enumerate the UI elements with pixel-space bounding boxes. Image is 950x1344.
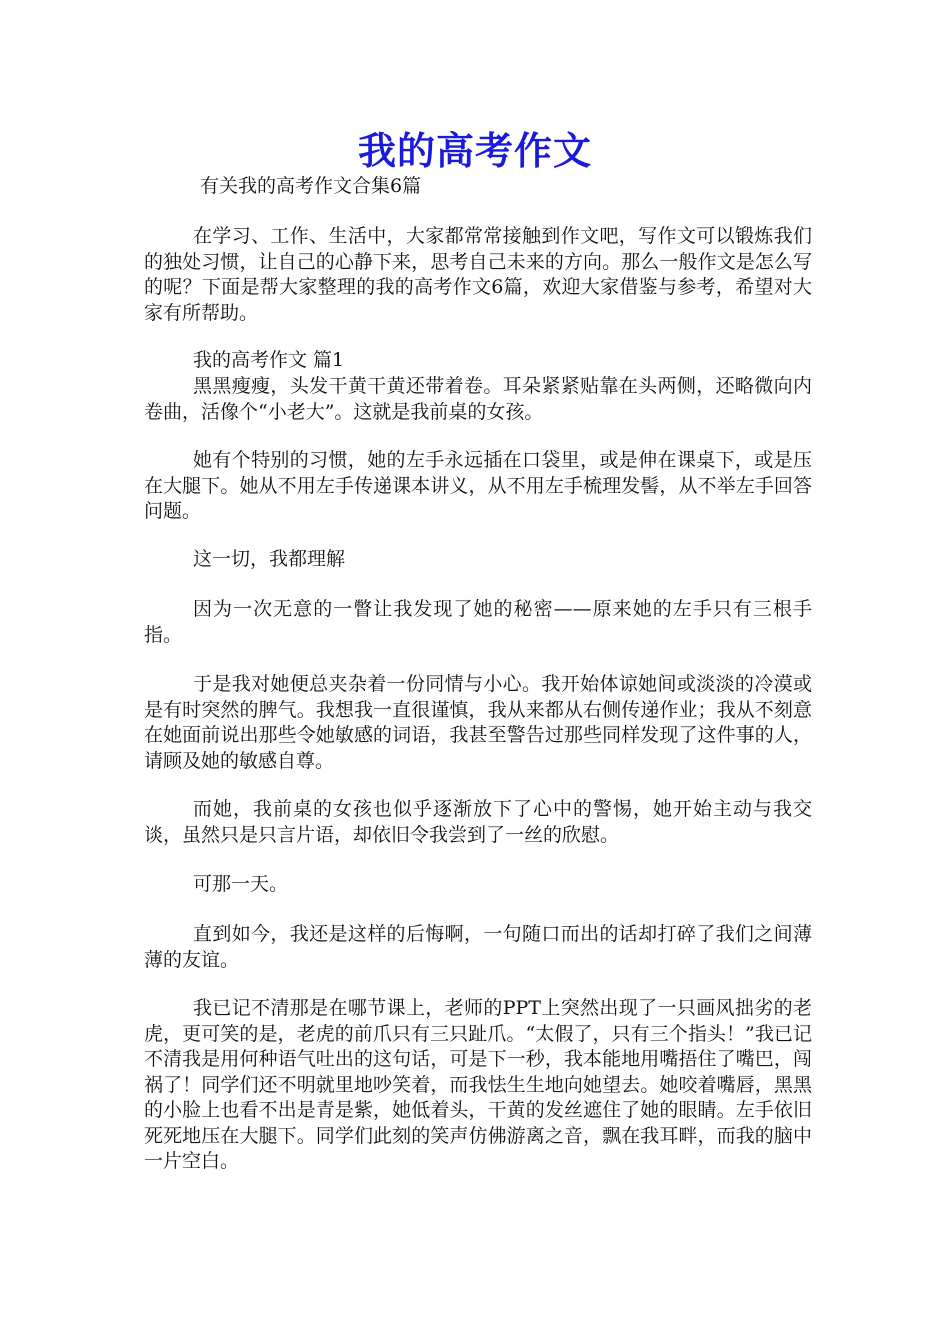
section-heading: 我的高考作文 篇1: [193, 349, 345, 371]
paragraph-8: 直到如今，我还是这样的后悔啊，一句随口而出的话却打碎了我们之间薄薄的友谊。: [144, 923, 812, 971]
document-title: 我的高考作文: [357, 128, 592, 173]
paragraph-7: 可那一天。: [193, 873, 289, 895]
document-subtitle: 有关我的高考作文合集6篇: [200, 175, 422, 197]
paragraph-9: 我已记不清那是在哪节课上，老师的PPT上突然出现了一只画风拙劣的老虎，更可笑的是，老虎的前爪只有三只趾爪。“太假了，只有三个指头！”我已记不清我是用何种语气吐出的这句话，可是下一秒，我本能地用嘴捂住了嘴巴，闯祸了！同学们还不明就里地吵笑着，而我怯生生地向她望去。她咬着嘴唇，黑黑的小脸上也看不出是青是紫，她低着头，干黄的发丝遮住了她的眼睛。左手依旧死死地压在大腿下。同学们此刻的笑声仿佛游离之音，飘在我耳畔，而我的脑中一片空白。: [144, 997, 812, 1172]
paragraph-2: 她有个特别的习惯，她的左手永远插在口袋里，或是伸在课桌下，或是压在大腿下。她从不用左手传递课本讲义，从不用左手梳理发髻，从不举左手回答问题。: [144, 449, 812, 522]
paragraph-1: 黑黑瘦瘦，头发干黄干黄还带着卷。耳朵紧紧贴靠在头两侧，还略微向内卷曲，活像个“小老大”。这就是我前桌的女孩。: [144, 375, 812, 423]
paragraph-5: 于是我对她便总夹杂着一份同情与小心。我开始体谅她间或淡淡的冷漠或是有时突然的脾气。我想我一直很谨慎，我从来都从右侧传递作业；我从不刻意在她面前说出那些令她敏感的词语，我甚至警告过那些同样发现了这件事的人，请顾及她的敏感自尊。: [144, 673, 812, 772]
intro-paragraph: 在学习、工作、生活中，大家都常常接触到作文吧，写作文可以锻炼我们的独处习惯，让自己的心静下来，思考自己未来的方向。那么一般作文是怎么写的呢？下面是帮大家整理的我的高考作文6篇，欢迎大家借鉴与参考，希望对大家有所帮助。: [144, 225, 812, 324]
paragraph-3: 这一切，我都理解: [193, 548, 346, 570]
paragraph-6: 而她，我前桌的女孩也似乎逐渐放下了心中的警惕，她开始主动与我交谈，虽然只是只言片语，却依旧令我尝到了一丝的欣慰。: [144, 798, 812, 846]
paragraph-4: 因为一次无意的一瞥让我发现了她的秘密——原来她的左手只有三根手指。: [144, 598, 812, 646]
